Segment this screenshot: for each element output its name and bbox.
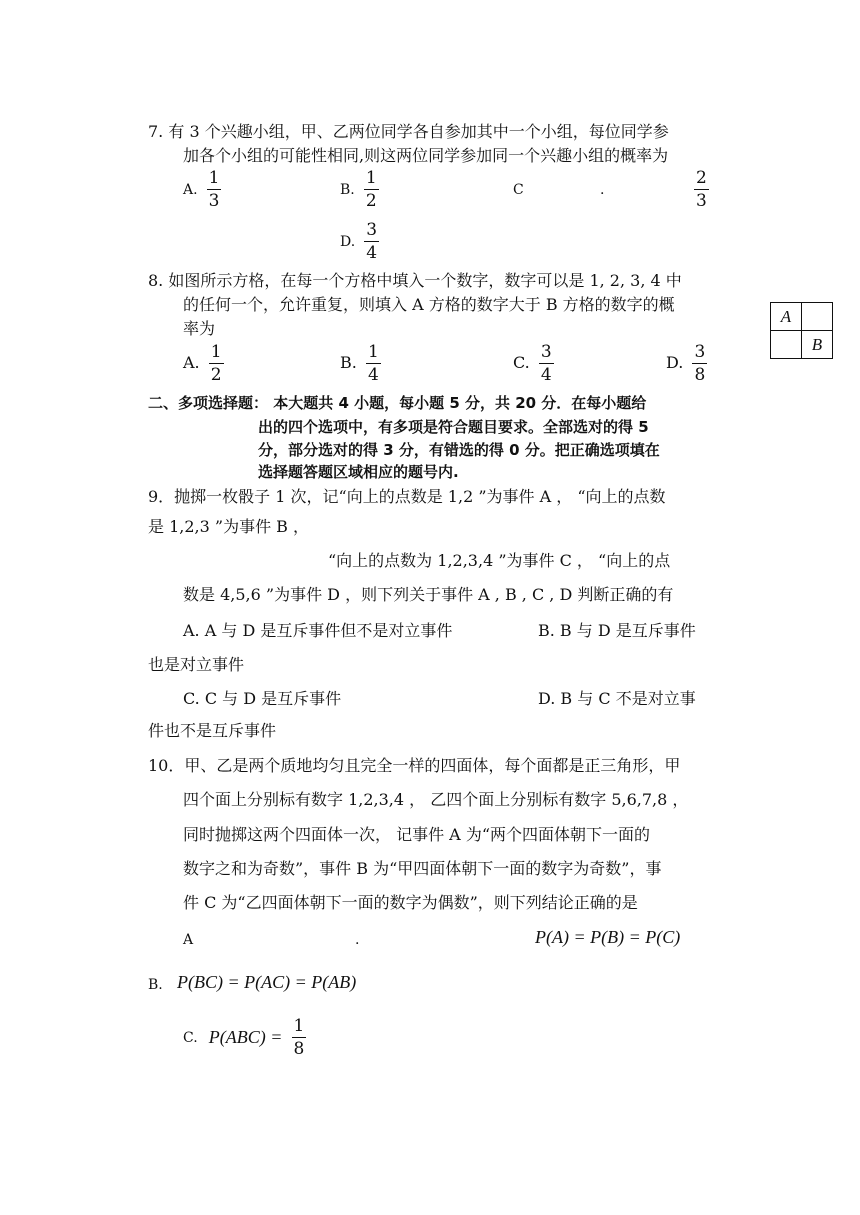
fraction: $\frac{3}{8}$	[694, 342, 706, 385]
q9-option-c: C. C 与 D 是互斥事件	[183, 689, 342, 708]
q10-option-b-expression: P(BC) = P(AC) = P(AB)	[177, 972, 357, 992]
q8-line-2: 的任何一个，允许重复，则填入 A 方格的数字大于 B 方格的数字的概	[183, 295, 675, 314]
q8-option-c	[513, 342, 554, 385]
fraction: $\frac{1}{8}$	[293, 1016, 305, 1059]
section2-line-3: 分，部分选对的得 3 分，有错选的得 0 分。把正确选项填在	[258, 441, 660, 459]
q7-option-b	[340, 168, 379, 211]
fraction: $\frac{1}{2}$	[365, 168, 377, 211]
q7-option-c-label: C	[513, 182, 524, 198]
q10-option-c	[183, 1016, 306, 1059]
fraction: $\frac{3}{4}$	[540, 342, 552, 385]
option-label: D.	[666, 353, 684, 372]
q9-line-2: 是 1,2,3 ”为事件 B ，	[148, 517, 309, 536]
section2-line-4: 选择题答题区域相应的题号内.	[258, 463, 459, 481]
q10-option-a-expression: P(A) = P(B) = P(C)	[535, 927, 681, 947]
q7-option-d	[340, 220, 379, 263]
q8-option-d	[666, 342, 707, 385]
q8-grid-figure	[770, 302, 836, 362]
q7-option-a	[183, 168, 221, 211]
fraction: $\frac{3}{4}$	[366, 220, 378, 263]
fraction: $\frac{1}{4}$	[367, 342, 379, 385]
section2-line-2: 出的四个选项中，有多项是符合题目要求。全部选对的得 5	[258, 418, 649, 436]
q9-option-b-continued: 也是对立事件	[148, 655, 245, 674]
q9-line-4: 数是 4,5,6 ”为事件 D ，则下列关于事件 A , B , C , D 判断正确的有	[183, 585, 674, 604]
q7-line-2: 加各个小组的可能性相同,则这两位同学参加同一个兴趣小组的概率为	[183, 146, 669, 165]
fraction: $\frac{2}{3}$	[696, 168, 707, 211]
q10-option-a-label: A	[183, 932, 194, 948]
q10-option-b-label: B.	[148, 977, 163, 993]
q8-option-a	[183, 342, 224, 385]
option-label: A.	[183, 353, 200, 372]
fraction: $\frac{1}{2}$	[210, 342, 222, 385]
q7-line-1: 7. 有 3 个兴趣小组，甲、乙两位同学各自参加其中一个小组，每位同学参	[148, 122, 669, 141]
fraction: $\frac{1}{3}$	[208, 168, 220, 211]
option-label: C.	[183, 1030, 198, 1046]
q7-option-c-dot: .	[600, 182, 605, 198]
q7-option-c-value	[690, 168, 709, 211]
q9-line-1: 9．抛掷一枚骰子 1 次，记“向上的点数是 1,2 ”为事件 A ， “向上的点数	[148, 487, 666, 506]
q10-line-4: 数字之和为奇数”，事件 B 为“甲四面体朝下一面的数字为奇数”，事	[183, 859, 662, 878]
option-label: D.	[340, 234, 356, 250]
q9-option-b: B. B 与 D 是互斥事件	[538, 621, 696, 640]
q8-option-b	[340, 342, 381, 385]
q9-option-d: D. B 与 C 不是对立事	[538, 689, 696, 708]
option-expression: P(ABC) =	[208, 1027, 283, 1047]
option-label: C.	[513, 353, 530, 372]
q10-line-3: 同时抛掷这两个四面体一次， 记事件 A 为“两个四面体朝下一面的	[183, 825, 650, 844]
q9-option-a: A. A 与 D 是互斥事件但不是对立事件	[183, 621, 453, 640]
q10-line-2: 四个面上分别标有数字 1,2,3,4 ， 乙四个面上分别标有数字 5,6,7,8 ，	[183, 790, 689, 809]
q9-option-d-continued: 件也不是互斥事件	[148, 721, 277, 740]
grid-cell-empty	[770, 330, 802, 359]
q9-line-3: “向上的点数为 1,2,3,4 ”为事件 C ， “向上的点	[328, 551, 671, 570]
option-label: B.	[340, 353, 357, 372]
grid-cell-empty	[801, 302, 833, 331]
q10-line-5: 件 C 为“乙四面体朝下一面的数字为偶数”，则下列结论正确的是	[183, 893, 638, 912]
option-label: B.	[340, 182, 355, 198]
grid-cell-a: A	[770, 302, 802, 331]
grid-cell-b: B	[801, 330, 833, 359]
q8-line-3: 率为	[183, 319, 216, 338]
option-label: A.	[183, 182, 198, 198]
section2-line-1: 二、多项选择题： 本大题共 4 小题，每小题 5 分，共 20 分．在每小题给	[148, 394, 647, 412]
q10-option-a-dot: .	[355, 932, 360, 948]
q8-line-1: 8. 如图所示方格，在每一个方格中填入一个数字，数字可以是 1, 2, 3, 4 中	[148, 271, 682, 290]
q10-line-1: 10．甲、乙是两个质地均匀且完全一样的四面体，每个面都是正三角形，甲	[148, 756, 681, 775]
